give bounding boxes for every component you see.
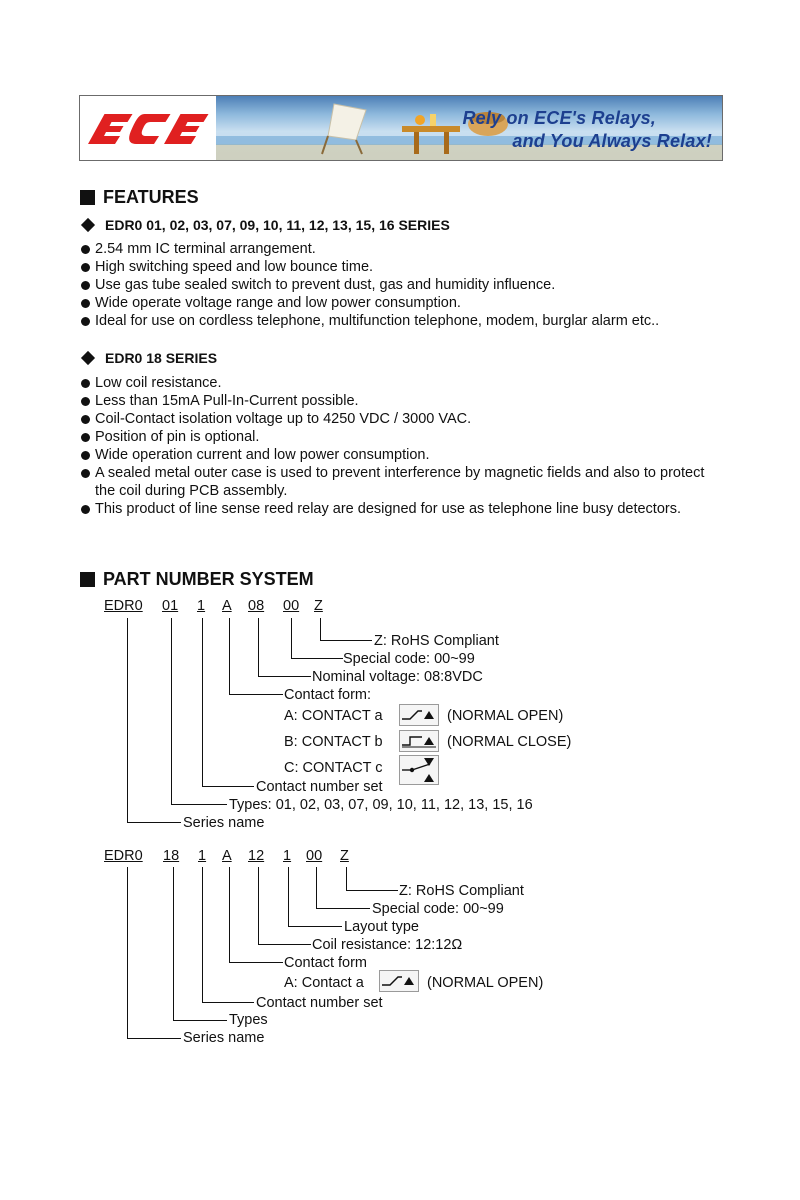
connector-line bbox=[288, 867, 289, 926]
label-special-code: Special code: 00~99 bbox=[343, 651, 475, 667]
code-special: 00 bbox=[306, 848, 323, 864]
connector-line bbox=[346, 890, 398, 891]
normally-open-switch-icon bbox=[399, 704, 439, 726]
code-contact-set: 1 bbox=[198, 848, 207, 864]
connector-line bbox=[291, 658, 343, 659]
slogan-line-2: and You Always Relax! bbox=[512, 131, 712, 151]
connector-line bbox=[202, 618, 203, 786]
label-contact-form: Contact form: bbox=[284, 687, 372, 703]
header-banner bbox=[79, 95, 723, 161]
series-a-heading bbox=[80, 217, 450, 233]
connector-line bbox=[288, 926, 342, 927]
list-item: Position of pin is optional. bbox=[80, 428, 740, 446]
bullet-dot-icon bbox=[81, 317, 90, 326]
connector-line bbox=[127, 867, 128, 1038]
connector-line bbox=[171, 804, 227, 805]
normally-open-switch-icon bbox=[379, 970, 419, 992]
label-contact-b-note: (NORMAL CLOSE) bbox=[447, 734, 572, 750]
logo-area bbox=[80, 96, 216, 160]
label-types: Types: 01, 02, 03, 07, 09, 10, 11, 12, 13, 15, 16 bbox=[229, 797, 533, 813]
label-contact-a: A: CONTACT a bbox=[284, 708, 383, 724]
code-rohs: Z bbox=[314, 598, 323, 614]
diamond-bullet-icon bbox=[81, 351, 95, 365]
label-rohs: Z: RoHS Compliant bbox=[399, 883, 524, 899]
label-series-name: Series name bbox=[183, 1030, 265, 1046]
features-heading bbox=[80, 187, 199, 208]
label-rohs: Z: RoHS Compliant bbox=[374, 633, 499, 649]
slogan-line-1: Rely on ECE's Relays, bbox=[462, 108, 656, 128]
connector-line bbox=[127, 822, 181, 823]
series-b-feature-list bbox=[80, 374, 740, 518]
part-number-heading-text: PART NUMBER SYSTEM bbox=[103, 569, 314, 589]
list-item: Wide operation current and low power consumption. bbox=[80, 446, 740, 464]
code-types: 18 bbox=[163, 848, 180, 864]
code-coil: 12 bbox=[248, 848, 265, 864]
label-coil-resistance: Coil resistance: 12:12Ω bbox=[312, 937, 463, 953]
bullet-dot-icon bbox=[81, 415, 90, 424]
label-contact-number-set: Contact number set bbox=[256, 779, 383, 795]
label-contact-a-note: (NORMAL OPEN) bbox=[427, 975, 544, 991]
features-heading-text: FEATURES bbox=[103, 187, 199, 207]
bullet-dot-icon bbox=[81, 379, 90, 388]
series-b-heading bbox=[80, 350, 217, 366]
bullet-dot-icon bbox=[81, 281, 90, 290]
label-contact-b: B: CONTACT b bbox=[284, 734, 383, 750]
series-a-feature-list bbox=[80, 240, 740, 330]
code-rohs: Z bbox=[340, 848, 349, 864]
list-item: Less than 15mA Pull-In-Current possible. bbox=[80, 392, 740, 410]
label-contact-c: C: CONTACT c bbox=[284, 760, 383, 776]
bullet-dot-icon bbox=[81, 245, 90, 254]
connector-line bbox=[127, 618, 128, 822]
connector-line bbox=[258, 944, 311, 945]
connector-line bbox=[258, 618, 259, 676]
list-item: Wide operate voltage range and low power consumption. bbox=[80, 294, 740, 312]
label-series-name: Series name bbox=[183, 815, 265, 831]
bullet-dot-icon bbox=[81, 451, 90, 460]
connector-line bbox=[202, 786, 254, 787]
code-special: 00 bbox=[283, 598, 300, 614]
connector-line bbox=[202, 1002, 254, 1003]
label-special-code: Special code: 00~99 bbox=[372, 901, 504, 917]
connector-line bbox=[173, 867, 174, 1020]
label-contact-form: Contact form bbox=[284, 955, 367, 971]
connector-line bbox=[229, 618, 230, 694]
connector-line bbox=[291, 618, 292, 658]
list-item: This product of line sense reed relay are designed for use as telephone line busy detectors. bbox=[80, 500, 695, 518]
beach-scene bbox=[216, 96, 722, 160]
connector-line bbox=[320, 618, 321, 640]
list-item: Coil-Contact isolation voltage up to 4250 VDC / 3000 VAC. bbox=[80, 410, 740, 428]
connector-line bbox=[316, 867, 317, 908]
code-types: 01 bbox=[162, 598, 179, 614]
list-item: Ideal for use on cordless telephone, multifunction telephone, modem, burglar alarm etc.. bbox=[80, 312, 740, 330]
label-contact-a: A: Contact a bbox=[284, 975, 364, 991]
square-bullet-icon bbox=[80, 190, 95, 205]
connector-line bbox=[127, 1038, 181, 1039]
label-contact-a-note: (NORMAL OPEN) bbox=[447, 708, 564, 724]
ece-logo bbox=[80, 96, 216, 160]
code-contact-form: A bbox=[222, 598, 232, 614]
connector-line bbox=[202, 867, 203, 1002]
normally-closed-switch-icon bbox=[399, 730, 439, 752]
code-layout: 1 bbox=[283, 848, 292, 864]
bullet-dot-icon bbox=[81, 433, 90, 442]
bullet-dot-icon bbox=[81, 299, 90, 308]
connector-line bbox=[258, 676, 311, 677]
code-series: EDR0 bbox=[104, 848, 143, 864]
code-contact-set: 1 bbox=[197, 598, 206, 614]
connector-line bbox=[346, 867, 347, 890]
part-number-heading bbox=[80, 569, 314, 590]
list-item: 2.54 mm IC terminal arrangement. bbox=[80, 240, 740, 258]
diamond-bullet-icon bbox=[81, 218, 95, 232]
code-contact-form: A bbox=[222, 848, 232, 864]
code-voltage: 08 bbox=[248, 598, 265, 614]
connector-line bbox=[229, 867, 230, 962]
connector-line bbox=[316, 908, 370, 909]
label-nominal-voltage: Nominal voltage: 08:8VDC bbox=[312, 669, 483, 685]
list-item: High switching speed and low bounce time. bbox=[80, 258, 740, 276]
bullet-dot-icon bbox=[81, 469, 90, 478]
label-contact-number-set: Contact number set bbox=[256, 995, 383, 1011]
label-types: Types bbox=[229, 1012, 268, 1028]
list-item: A sealed metal outer case is used to prevent interference by magnetic fields and also to protect the coil during PCB assembly. bbox=[80, 464, 725, 500]
list-item: Low coil resistance. bbox=[80, 374, 740, 392]
bullet-dot-icon bbox=[81, 397, 90, 406]
connector-line bbox=[171, 618, 172, 804]
connector-line bbox=[229, 694, 283, 695]
code-series: EDR0 bbox=[104, 598, 143, 614]
bullet-dot-icon bbox=[81, 263, 90, 272]
square-bullet-icon bbox=[80, 572, 95, 587]
connector-line bbox=[320, 640, 372, 641]
series-a-title: EDR0 01, 02, 03, 07, 09, 10, 11, 12, 13, 15, 16 SERIES bbox=[105, 217, 450, 233]
list-item: Use gas tube sealed switch to prevent dust, gas and humidity influence. bbox=[80, 276, 740, 294]
connector-line bbox=[258, 867, 259, 944]
connector-line bbox=[229, 962, 283, 963]
changeover-switch-icon bbox=[399, 755, 439, 785]
connector-line bbox=[173, 1020, 227, 1021]
series-b-title: EDR0 18 SERIES bbox=[105, 350, 218, 366]
bullet-dot-icon bbox=[81, 505, 90, 514]
label-layout-type: Layout type bbox=[344, 919, 419, 935]
